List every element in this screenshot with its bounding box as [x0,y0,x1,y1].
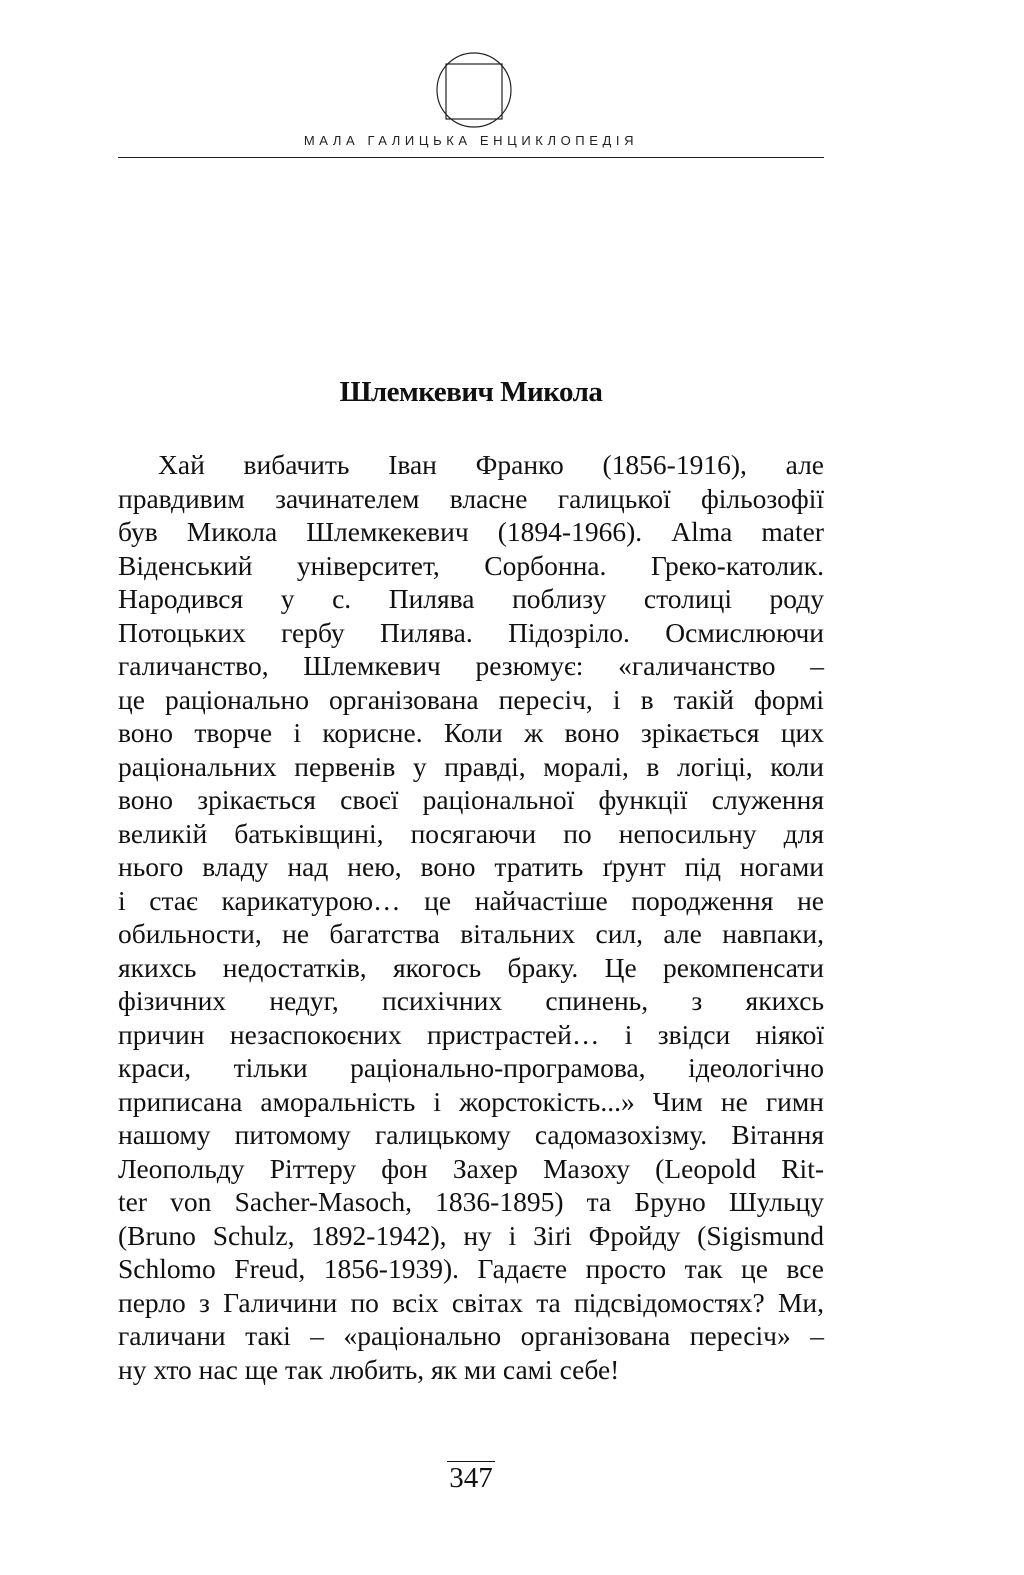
text-line: краси, тільки раціонально-програмова, ідеологічно [118,1052,824,1083]
text-line: воно творче і корисне. Коли ж воно зрікається цих [118,717,824,748]
text-line: Хай вибачить Іван Франко (1856-1916), але [158,449,824,480]
text-line: це раціонально організована пересіч, і в такій формі [118,683,824,715]
article-body [118,448,824,1386]
text-line: Леопольду Ріттеру фон Захер Мазоху (Leopold Rit- [118,1152,824,1184]
article-title: Шлемкевич Микола [339,376,603,408]
running-head: МАЛА ГАЛИЦЬКА ЕНЦИКЛОПЕДІЯ [303,133,639,148]
text-line: був Микола Шлемкекевич (1894-1966). Alma mater [118,516,824,547]
text-line: галичани такі – «раціонально організована пересіч» – [118,1320,824,1351]
text-line: раціональних первенів у правді, моралі, в логіці, коли [118,750,824,782]
text-line: Народився у с. Пилява поблизу столиці роду [118,583,824,614]
text-line: якихсь недостатків, якогось браку. Це рекомпенсати [118,951,824,983]
text-line: Потоцьких гербу Пилява. Підозріло. Осмислюючи [118,616,824,648]
header-divider [118,157,824,158]
text-line: перло з Галичини по всіх світах та підсвідомостях? Ми, [118,1286,824,1318]
text-line: великій батьківщині, посягаючи по непосильну для [118,817,824,849]
text-line: причин незаспокоєних пристрастей… і звідси ніякої [118,1018,824,1050]
text-line: нього владу над нею, воно тратить ґрунт під ногами [118,851,824,882]
text-line: ter von Sacher-Masoch, 1836-1895) та Бруно Шульцу [118,1186,824,1217]
text-line: обильности, не багатства вітальних сил, але навпаки, [118,918,824,949]
circle-square-emblem-icon [434,50,514,130]
text-line: галичанство, Шлемкевич резюмує: «галичанство – [118,650,824,681]
page-number [118,1462,824,1495]
text-line: воно зрікається своєї раціональної функції служення [118,784,824,815]
page-number-value: 347 [449,1462,493,1494]
text-line: ну хто нас ще так любить, як ми самі себе! [118,1353,620,1385]
text-line: правдивим зачинателем власне галицької фільозофії [118,482,824,514]
text-line: нашому питомому галицькому садомазохізму. Вітання [118,1119,824,1150]
text-line: і стає карикатурою… це найчастіше породження не [118,884,824,916]
text-line: приписана аморальність і жорстокість...» Чим не гимн [118,1085,824,1117]
text-line: фізичних недуг, психічних спинень, з якихсь [118,985,824,1016]
text-line: (Bruno Schulz, 1892-1942), ну і Зіґі Фройду (Sigismund [118,1219,824,1251]
text-line: Віденський університет, Сорбонна. Греко-католик. [118,549,824,581]
text-line: Schlomo Freud, 1856-1939). Гадаєте просто так це все [118,1253,824,1284]
